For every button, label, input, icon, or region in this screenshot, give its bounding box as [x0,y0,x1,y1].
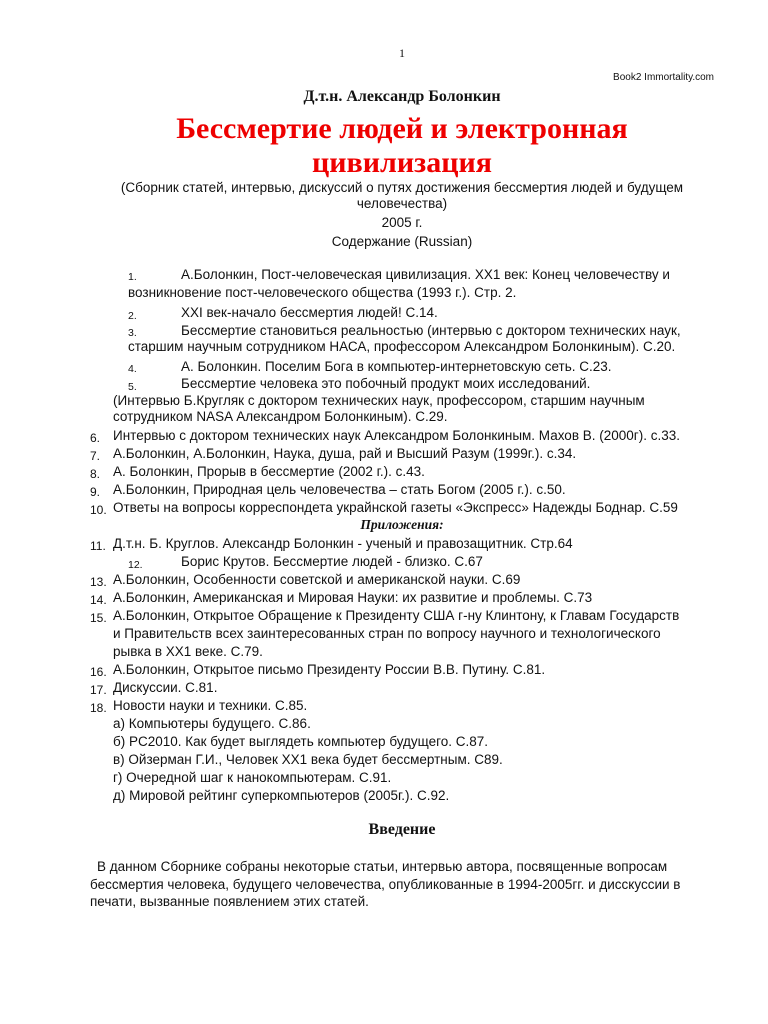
toc-item-text: и Правительств всех заинтересованных стран по вопросу научного и технологического [113,626,661,641]
toc-item-text: возникновение пост-человеческого общества (1993 г.). Стр. 2. [128,285,517,300]
toc-subitem-text: г) Очередной шаг к нанокомпьютерам. С.91. [113,770,392,785]
toc-item-text: Ответы на вопросы корреспондета украйнской газеты «Экспресс» Надежды Боднар. С.59 [113,500,678,515]
toc-item-text: А.Болонкин, Особенности советской и американской науки. С.69 [113,572,521,587]
toc-item-text: А. Болонкин. Поселим Бога в компьютер-интернетовскую сеть. С.23. [181,359,612,374]
toc-subitem-text: б) PC2010. Как будет выглядеть компьютер будущего. С.87. [113,734,489,749]
document-title-line-1: Бессмертие людей и электронная [176,112,628,145]
publication-year: 2005 г. [381,215,423,230]
toc-item-text: А. Болонкин, Прорыв в бессмертие (2002 г.). с.43. [113,464,425,479]
toc-item-text: Интервью с доктором технических наук Александром Болонкиным. Махов В. (2000г). с.33. [113,428,680,443]
toc-item-text: старшим научным сотрудником НАСА, профессором Александром Болонкиным). С.20. [128,339,676,354]
toc-item-text: сотрудником NASA Александром Болонкиным). С.29. [113,409,448,424]
toc-item-text: XXI век-начало бессмертия людей! С.14. [181,305,438,320]
document-title-line-2: цивилизация [311,146,493,179]
toc-item-number: 9. [90,485,101,499]
toc-item-text: рывка в XX1 веке. С.79. [113,644,263,659]
toc-item-text: Бессмертие человека это побочный продукт моих исследований. [181,376,591,391]
toc-item-number: 7. [90,449,101,463]
paragraph-line: бессмертия человека, будущего человечества, опубликованные в 1994-2005гг. и дисскуссии в [90,877,681,892]
contents-label: Содержание (Russian) [331,234,473,249]
appendix-label: Приложения: [360,517,444,532]
toc-item-number: 18. [90,701,107,715]
toc-item-number: 5. [128,381,137,393]
toc-item-number: 3. [128,327,137,339]
toc-item-text: Борис Крутов. Бессмертие людей - близко. С.67 [181,554,483,569]
toc-item-text: А.Болонкин, Пост-человеческая цивилизация. XX1 век: Конец человечеству и [181,267,670,282]
toc-item-text: А.Болонкин, Открытое письмо Президенту России В.В. Путину. С.81. [113,662,546,677]
page-number: 1 [399,46,405,60]
toc-item-text: А.Болонкин, Природная цель человечества – стать Богом (2005 г.). с.50. [113,482,566,497]
toc-item-number: 10. [90,503,107,517]
toc-item-text: А.Болонкин, Американская и Мировая Науки: их развитие и проблемы. С.73 [113,590,593,605]
toc-item-number: 8. [90,467,101,481]
toc-subitem-text: в) Ойзерман Г.И., Человек XX1 века будет бессмертным. С89. [113,752,503,767]
toc-item-number: 11. [90,539,106,553]
toc-item-text: Бессмертие становиться реальностью (интервью с доктором технических наук, [181,323,681,338]
toc-item-text: Д.т.н. Б. Круглов. Александр Болонкин - ученый и правозащитник. Стр.64 [113,536,573,551]
paragraph-line: печати, вызванные появлением этих статей. [90,894,369,909]
author-name: Д.т.н. Александр Болонкин [303,88,501,105]
toc-item-number: 12. [128,559,143,571]
toc-item-text: (Интервью Б.Кругляк с доктором технических наук, профессором, старшим научным [113,393,645,408]
toc-item-number: 14. [90,593,107,607]
toc-item-number: 15. [90,611,107,625]
toc-item-number: 16. [90,665,107,679]
toc-item-text: А.Болонкин, Открытое Обращение к Президенту США г-ну Клинтону, к Главам Государств [113,608,680,623]
toc-item-number: 6. [90,431,101,445]
toc-subitem-text: д) Мировой рейтинг суперкомпьютеров (2005г.). С.92. [113,788,450,803]
site-name: Book2 Immortality.com [613,72,714,83]
toc-item-number: 4. [128,363,137,375]
toc-item-text: Новости науки и техники. С.85. [113,698,308,713]
toc-item-text: Дискуссии. С.81. [113,680,218,695]
section-heading: Введение [368,821,436,838]
toc-item-text: А.Болонкин, А.Болонкин, Наука, душа, рай и Высший Разум (1999г.). с.34. [113,446,577,461]
toc-item-number: 17. [90,683,107,697]
subtitle-line-1: (Сборник статей, интервью, дискуссий о путях достижения бессмертия людей и будущем [120,180,684,195]
toc-item-number: 13. [90,575,107,589]
subtitle-line-2: человечества) [356,196,448,211]
toc-subitem-text: а) Компьютеры будущего. С.86. [113,716,311,731]
toc-item-number: 2. [128,310,137,322]
toc-item-number: 1. [128,271,137,283]
paragraph-line: В данном Сборнике собраны некоторые статьи, интервью автора, посвященные вопросам [97,859,668,874]
